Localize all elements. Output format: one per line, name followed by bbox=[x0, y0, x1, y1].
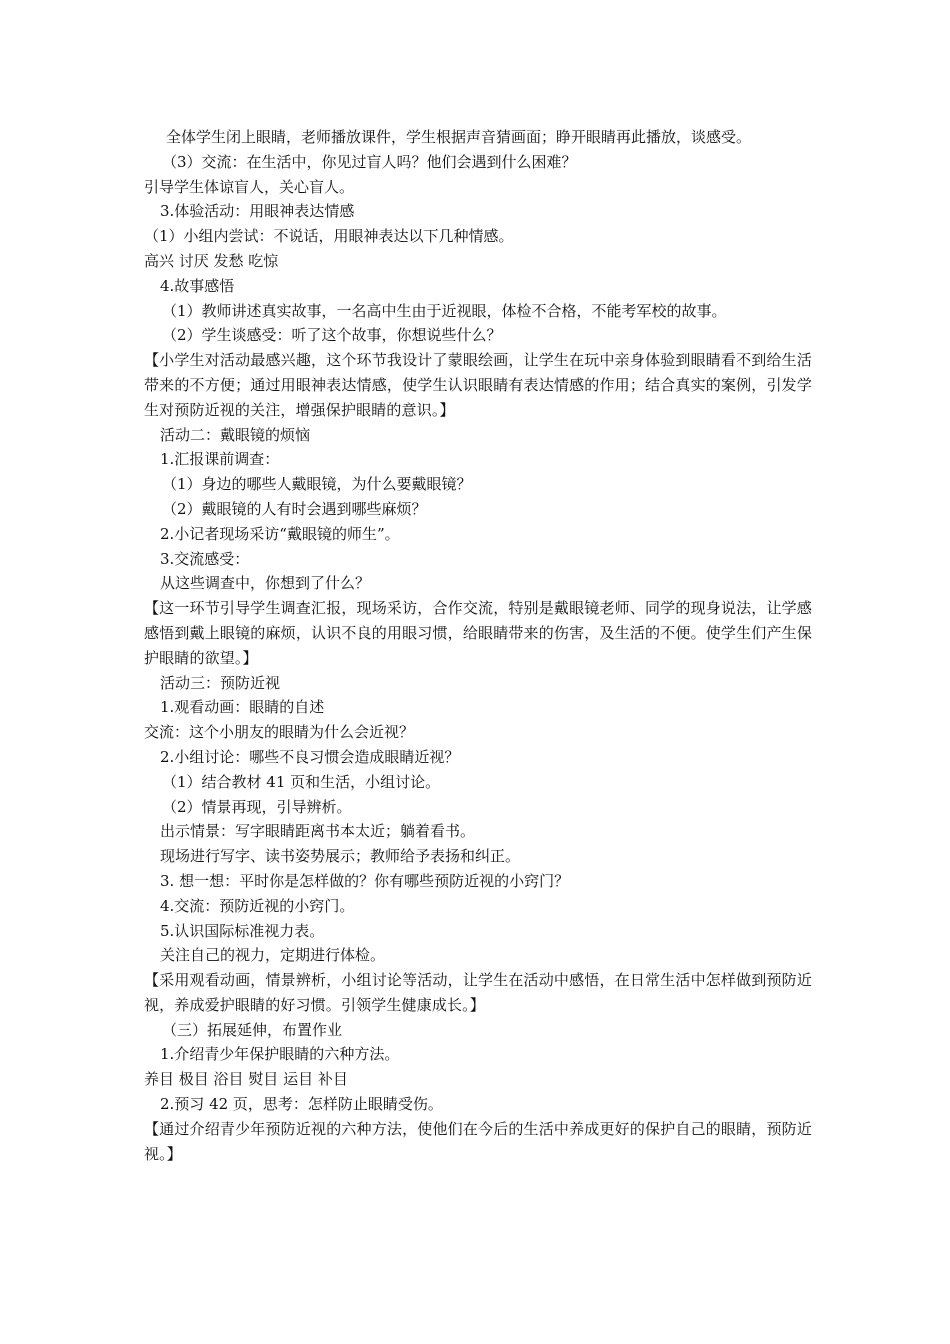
text-line: 5.认识国际标准视力表。 bbox=[160, 921, 325, 940]
text-line: 4.故事感悟 bbox=[160, 276, 235, 295]
text-line: 关注自己的视力，定期进行体检。 bbox=[160, 946, 386, 965]
text-line: 4.交流：预防近视的小窍门。 bbox=[160, 896, 355, 915]
text-line: 从这些调查中，你想到了什么？ bbox=[160, 574, 371, 593]
text-line: 2.预习 42 页，思考：怎样防止眼睛受伤。 bbox=[160, 1095, 443, 1114]
text-line: （1）身边的哪些人戴眼镜，为什么要戴眼镜？ bbox=[162, 475, 472, 494]
text-line: （1）教师讲述真实故事，一名高中生由于近视眼，体检不合格，不能考军校的故事。 bbox=[162, 301, 727, 320]
section-activity-three bbox=[144, 671, 812, 969]
text-line: （1）小组内尝试：不说话，用眼神表达以下几种情感。 bbox=[144, 227, 514, 246]
text-line: （1）结合教材 41 页和生活，小组讨论。 bbox=[162, 772, 441, 791]
text-line: 2.小记者现场采访“戴眼镜的师生”。 bbox=[160, 524, 400, 543]
text-line: （三）拓展延伸，布置作业 bbox=[162, 1020, 343, 1039]
text-line: 养目 极目 浴目 熨目 运目 补目 bbox=[144, 1070, 348, 1089]
section-extension-homework bbox=[144, 1018, 812, 1117]
section-activity-two bbox=[144, 423, 812, 597]
document-body bbox=[144, 125, 812, 1166]
text-line: （2）情景再现，引导辨析。 bbox=[162, 797, 352, 816]
text-line: 全体学生闭上眼睛，老师播放课件，学生根据声音猜画面；睁开眼睛再此播放，谈感受。 bbox=[166, 128, 752, 146]
text-line: （3）交流：在生活中，你见过盲人吗？他们会遇到什么困难？ bbox=[162, 152, 577, 171]
text-line: 引导学生体谅盲人，关心盲人。 bbox=[144, 177, 355, 196]
text-line: 现场进行写字、读书姿势展示；教师给予表扬和纠正。 bbox=[160, 847, 521, 866]
text-line: 1.汇报课前调查： bbox=[160, 450, 280, 469]
text-line: （2）学生谈感受：听了这个故事，你想说些什么？ bbox=[162, 326, 502, 345]
design-note-2: 【这一环节引导学生调查汇报，现场采访，合作交流，特别是戴眼镜老师、同学的现身说法，让学感感悟到戴上眼镜的麻烦，认识不良的用眼习惯，给眼睛带来的伤害，及生活的不便。使学生们产生保护眼睛的欲望。】 bbox=[144, 599, 812, 667]
text-line: 2.小组讨论：哪些不良习惯会造成眼睛近视？ bbox=[160, 747, 460, 766]
section-activity-one-end bbox=[144, 125, 812, 348]
text-line: 3.体验活动：用眼神表达情感 bbox=[160, 202, 355, 221]
design-note-3: 【采用观看动画，情景辨析，小组讨论等活动，让学生在活动中感悟，在日常生活中怎样做到预防近视，养成爱护眼睛的好习惯。引领学生健康成长。】 bbox=[144, 971, 812, 1014]
text-line: 3.交流感受： bbox=[160, 549, 250, 568]
text-line: 高兴 讨厌 发愁 吃惊 bbox=[144, 251, 279, 270]
text-line: 活动二：戴眼镜的烦恼 bbox=[160, 425, 311, 444]
design-note-1: 【小学生对活动最感兴趣，这个环节我设计了蒙眼绘画，让学生在玩中亲身体验到眼睛看不到给生活带来的不方便；通过用眼神表达情感，使学生认识眼睛有表达情感的作用；结合真实的案例，引发学生对预防近视的关注，增强保护眼睛的意识。】 bbox=[144, 351, 812, 419]
text-line: （2）戴眼镜的人有时会遇到哪些麻烦？ bbox=[162, 499, 427, 518]
design-note-4: 【通过介绍青少年预防近视的六种方法，使他们在今后的生活中养成更好的保护自己的眼睛，预防近视。】 bbox=[144, 1119, 812, 1163]
text-line: 1.观看动画：眼睛的自述 bbox=[160, 698, 325, 717]
text-line: 3. 想一想：平时你是怎样做的？你有哪些预防近视的小窍门？ bbox=[160, 871, 570, 890]
text-line: 1.介绍青少年保护眼睛的六种方法。 bbox=[160, 1045, 400, 1064]
text-line: 活动三：预防近视 bbox=[160, 673, 281, 692]
text-line: 出示情景：写字眼睛距离书本太近；躺着看书。 bbox=[160, 822, 476, 841]
text-line: 交流：这个小朋友的眼睛为什么会近视？ bbox=[144, 723, 415, 742]
